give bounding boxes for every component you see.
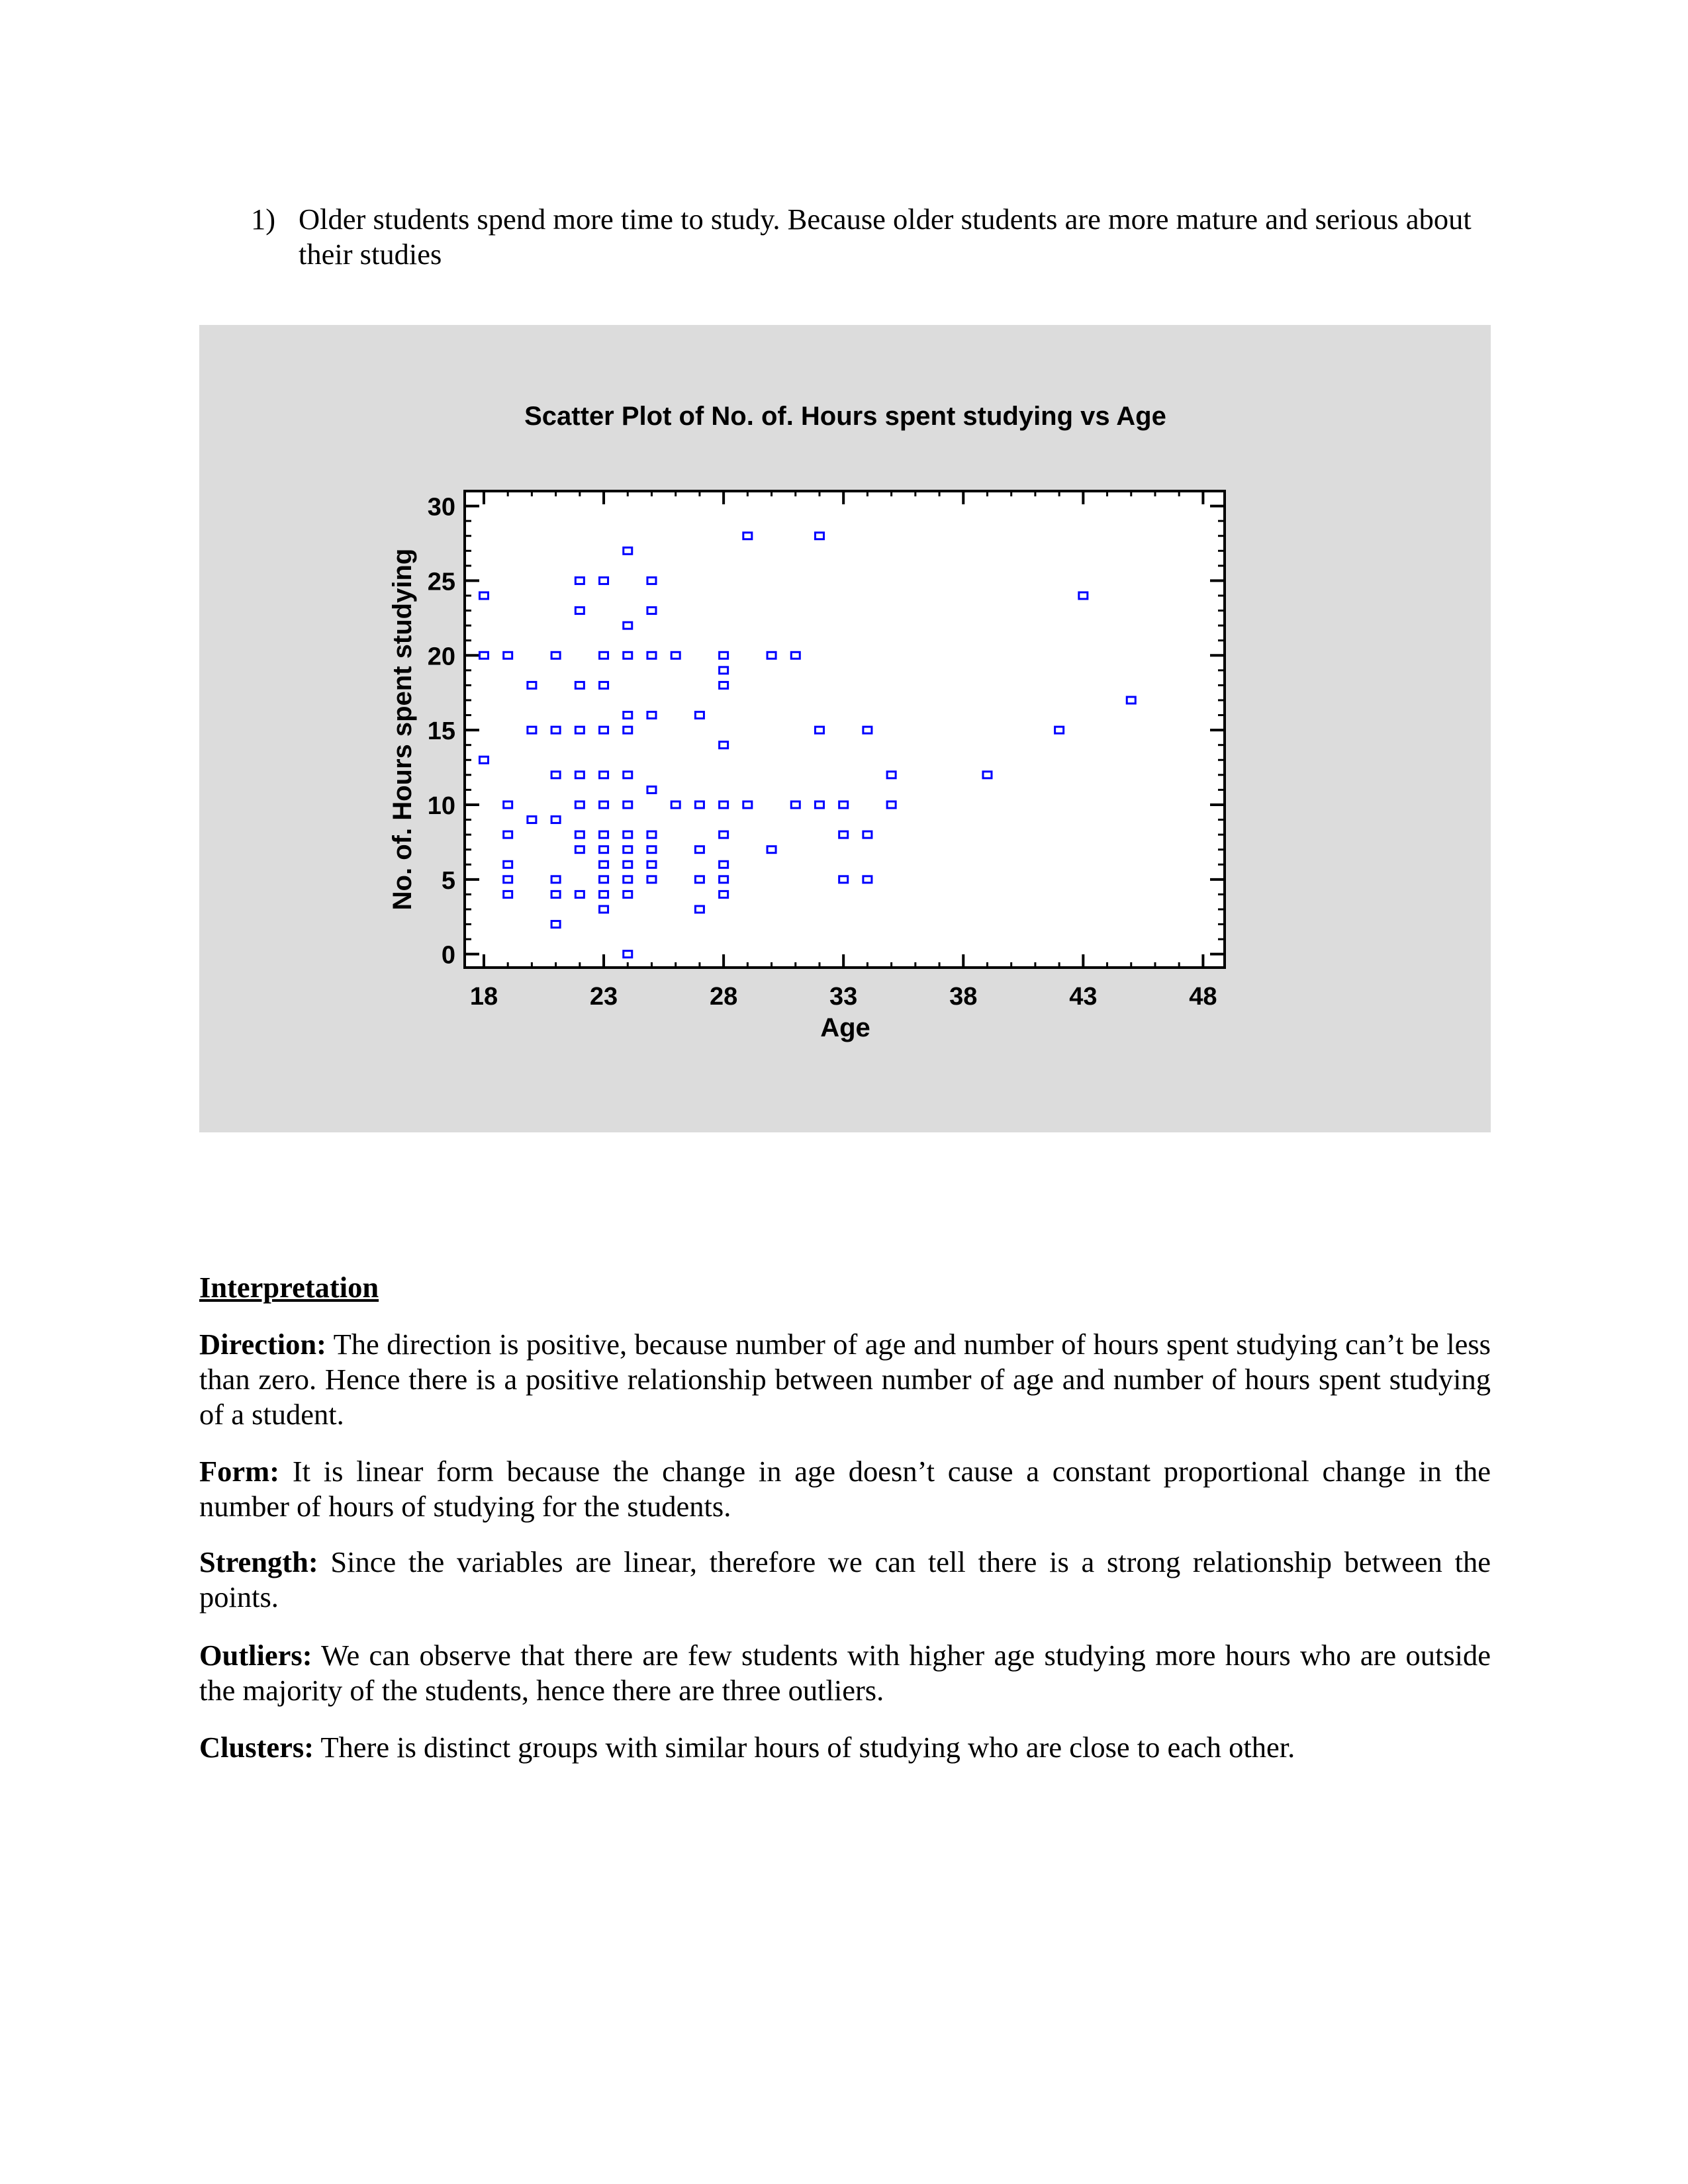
- plot-area: [465, 491, 1225, 968]
- text-form: It is linear form because the change in age doesn’t cause a constant proportional change in the number of hours of studying for the students.: [199, 1455, 1491, 1523]
- x-tick-label: 18: [469, 983, 498, 1011]
- x-tick-label: 48: [1189, 983, 1217, 1011]
- x-tick-label: 43: [1069, 983, 1098, 1011]
- y-tick-label: 15: [427, 717, 455, 746]
- chart-title: Scatter Plot of No. of. Hours spent studying vs Age: [524, 402, 1166, 431]
- x-tick-label: 38: [949, 983, 978, 1011]
- text-clusters: There is distinct groups with similar hours of studying who are close to each other.: [314, 1731, 1295, 1764]
- text-outliers: We can observe that there are few students with higher age studying more hours who are outside the majority of the students, hence there are three outliers.: [199, 1639, 1491, 1707]
- x-tick-label: 23: [589, 983, 618, 1011]
- x-axis-label: Age: [820, 1013, 870, 1042]
- y-axis-label: No. of. Hours spent studying: [388, 548, 417, 911]
- x-tick-label: 28: [709, 983, 738, 1011]
- paragraph-strength: [199, 1545, 1491, 1615]
- chart-svg: [199, 325, 1491, 1132]
- scatter-chart: [199, 325, 1491, 1132]
- interpretation-heading: Interpretation: [199, 1271, 379, 1304]
- paragraph-clusters: [199, 1730, 1491, 1765]
- text-strength: Since the variables are linear, therefore we can tell there is a strong relationship between the points.: [199, 1545, 1491, 1614]
- y-tick-label: 5: [441, 866, 455, 895]
- paragraph-form: [199, 1454, 1491, 1524]
- label-form: Form:: [199, 1455, 280, 1488]
- y-tick-label: 20: [427, 643, 455, 671]
- y-tick-label: 30: [427, 493, 455, 522]
- text-direction: The direction is positive, because number of age and number of hours spent studying can’t be less than zero. Hence there is a positive relationship between number of age and number of hours spent studying of a student.: [199, 1328, 1491, 1431]
- x-tick-label: 33: [829, 983, 858, 1011]
- label-direction: Direction:: [199, 1328, 326, 1361]
- label-outliers: Outliers:: [199, 1639, 312, 1672]
- question-text: Older students spend more time to study. Because older students are more mature and serious about their studies: [299, 203, 1472, 271]
- y-tick-label: 25: [427, 568, 455, 596]
- paragraph-outliers: [199, 1638, 1491, 1708]
- label-strength: Strength:: [199, 1545, 318, 1578]
- y-tick-label: 0: [441, 941, 455, 970]
- paragraph-direction: [199, 1327, 1491, 1432]
- label-clusters: Clusters:: [199, 1731, 314, 1764]
- question-number: 1): [251, 203, 276, 236]
- y-tick-label: 10: [427, 792, 455, 820]
